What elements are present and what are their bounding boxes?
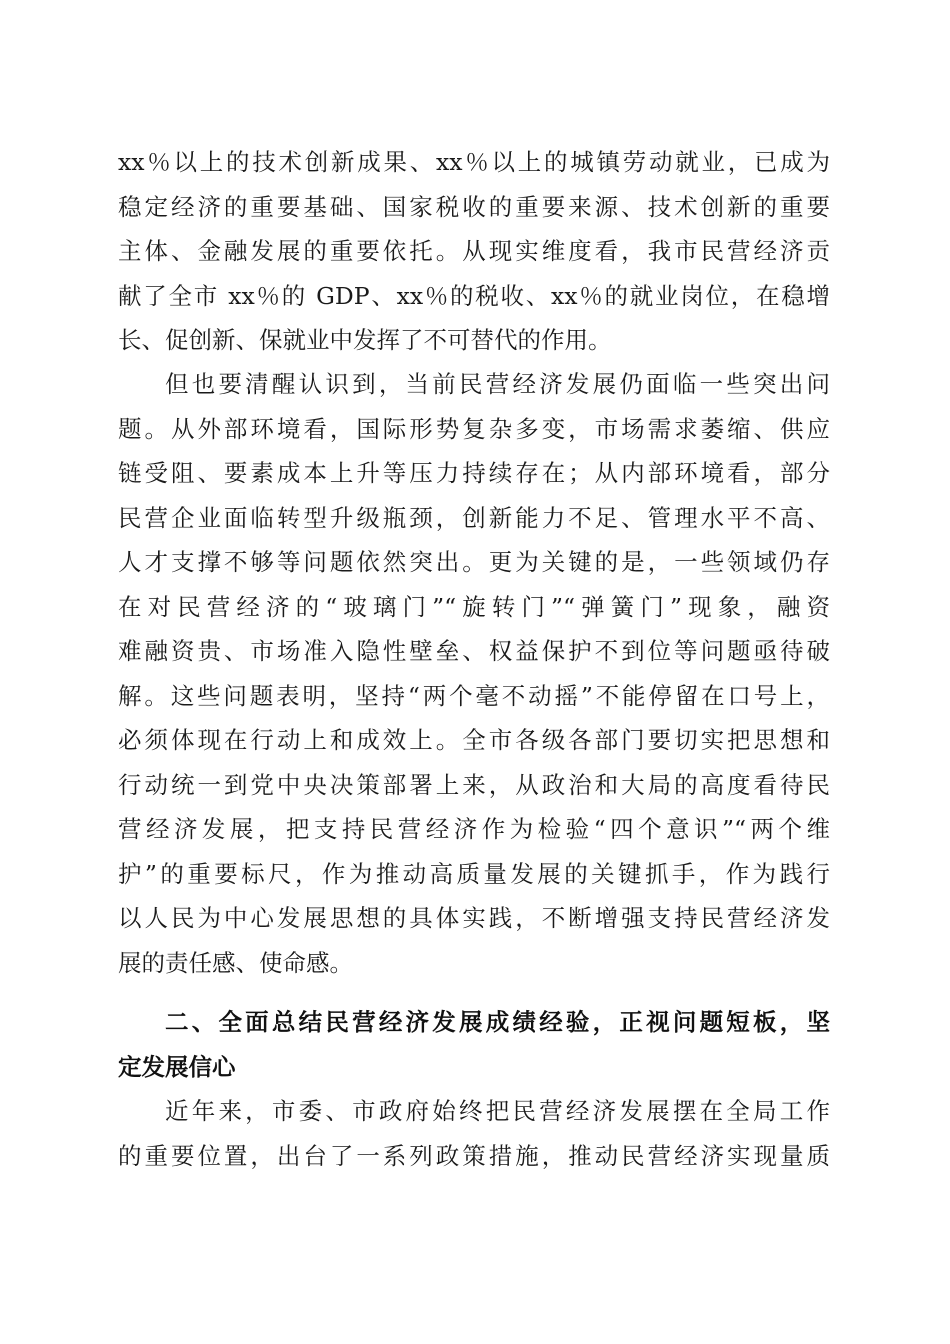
paragraph-line: 长、促创新、保就业中发挥了不可替代的作用。 <box>118 326 612 354</box>
paragraph-line: 献了全市 xx％的 GDP、xx％的税收、xx％的就业岗位，在稳增 <box>118 281 830 310</box>
paragraph-line: 但也要清醒认识到，当前民营经济发展仍面临一些突出问 <box>165 370 830 398</box>
paragraph-achievements <box>118 1089 830 1178</box>
paragraph-line: 近年来，市委、市政府始终把民营经济发展摆在全局工作 <box>165 1097 830 1125</box>
paragraph-line: 营经济发展，把支持民营经济作为检验“四个意识”“两个维 <box>118 815 830 843</box>
paragraph-problems <box>118 362 830 985</box>
paragraph-contribution <box>118 140 830 363</box>
paragraph-line: 行动统一到党中央决策部署上来，从政治和大局的高度看待民 <box>118 770 830 799</box>
paragraph-line: xx％以上的技术创新成果、xx％以上的城镇劳动就业，已成为 <box>118 148 830 176</box>
paragraph-line: 的重要位置，出台了一系列政策措施，推动民营经济实现量质 <box>118 1141 830 1170</box>
section-heading <box>118 1000 830 1089</box>
paragraph-line: 链受阻、要素成本上升等压力持续存在；从内部环境看，部分 <box>118 459 830 487</box>
paragraph-line: 主体、金融发展的重要依托。从现实维度看，我市民营经济贡 <box>118 237 830 265</box>
paragraph-line: 护”的重要标尺，作为推动高质量发展的关键抓手，作为践行 <box>118 859 830 888</box>
heading-line: 定发展信心 <box>118 1052 236 1081</box>
paragraph-line: 解。这些问题表明，坚持“两个毫不动摇”不能停留在口号上， <box>118 681 830 710</box>
paragraph-line: 民营企业面临转型升级瓶颈，创新能力不足、管理水平不高、 <box>118 503 830 532</box>
paragraph-line: 人才支撑不够等问题依然突出。更为关键的是，一些领域仍存 <box>118 548 830 576</box>
paragraph-line: 必须体现在行动上和成效上。全市各级各部门要切实把思想和 <box>118 726 830 754</box>
heading-line: 二、全面总结民营经济发展成绩经验，正视问题短板，坚 <box>165 1008 830 1036</box>
paragraph-line: 题。从外部环境看，国际形势复杂多变，市场需求萎缩、供应 <box>118 414 830 443</box>
paragraph-line: 在对民营经济的“玻璃门”“旋转门”“弹簧门”现象，融资 <box>118 592 830 621</box>
paragraph-line: 难融资贵、市场准入隐性壁垒、权益保护不到位等问题亟待破 <box>118 637 830 665</box>
paragraph-line: 展的责任感、使命感。 <box>118 948 353 977</box>
paragraph-line: 稳定经济的重要基础、国家税收的重要来源、技术创新的重要 <box>118 192 830 221</box>
paragraph-line: 以人民为中心发展思想的具体实践，不断增强支持民营经济发 <box>118 904 830 932</box>
